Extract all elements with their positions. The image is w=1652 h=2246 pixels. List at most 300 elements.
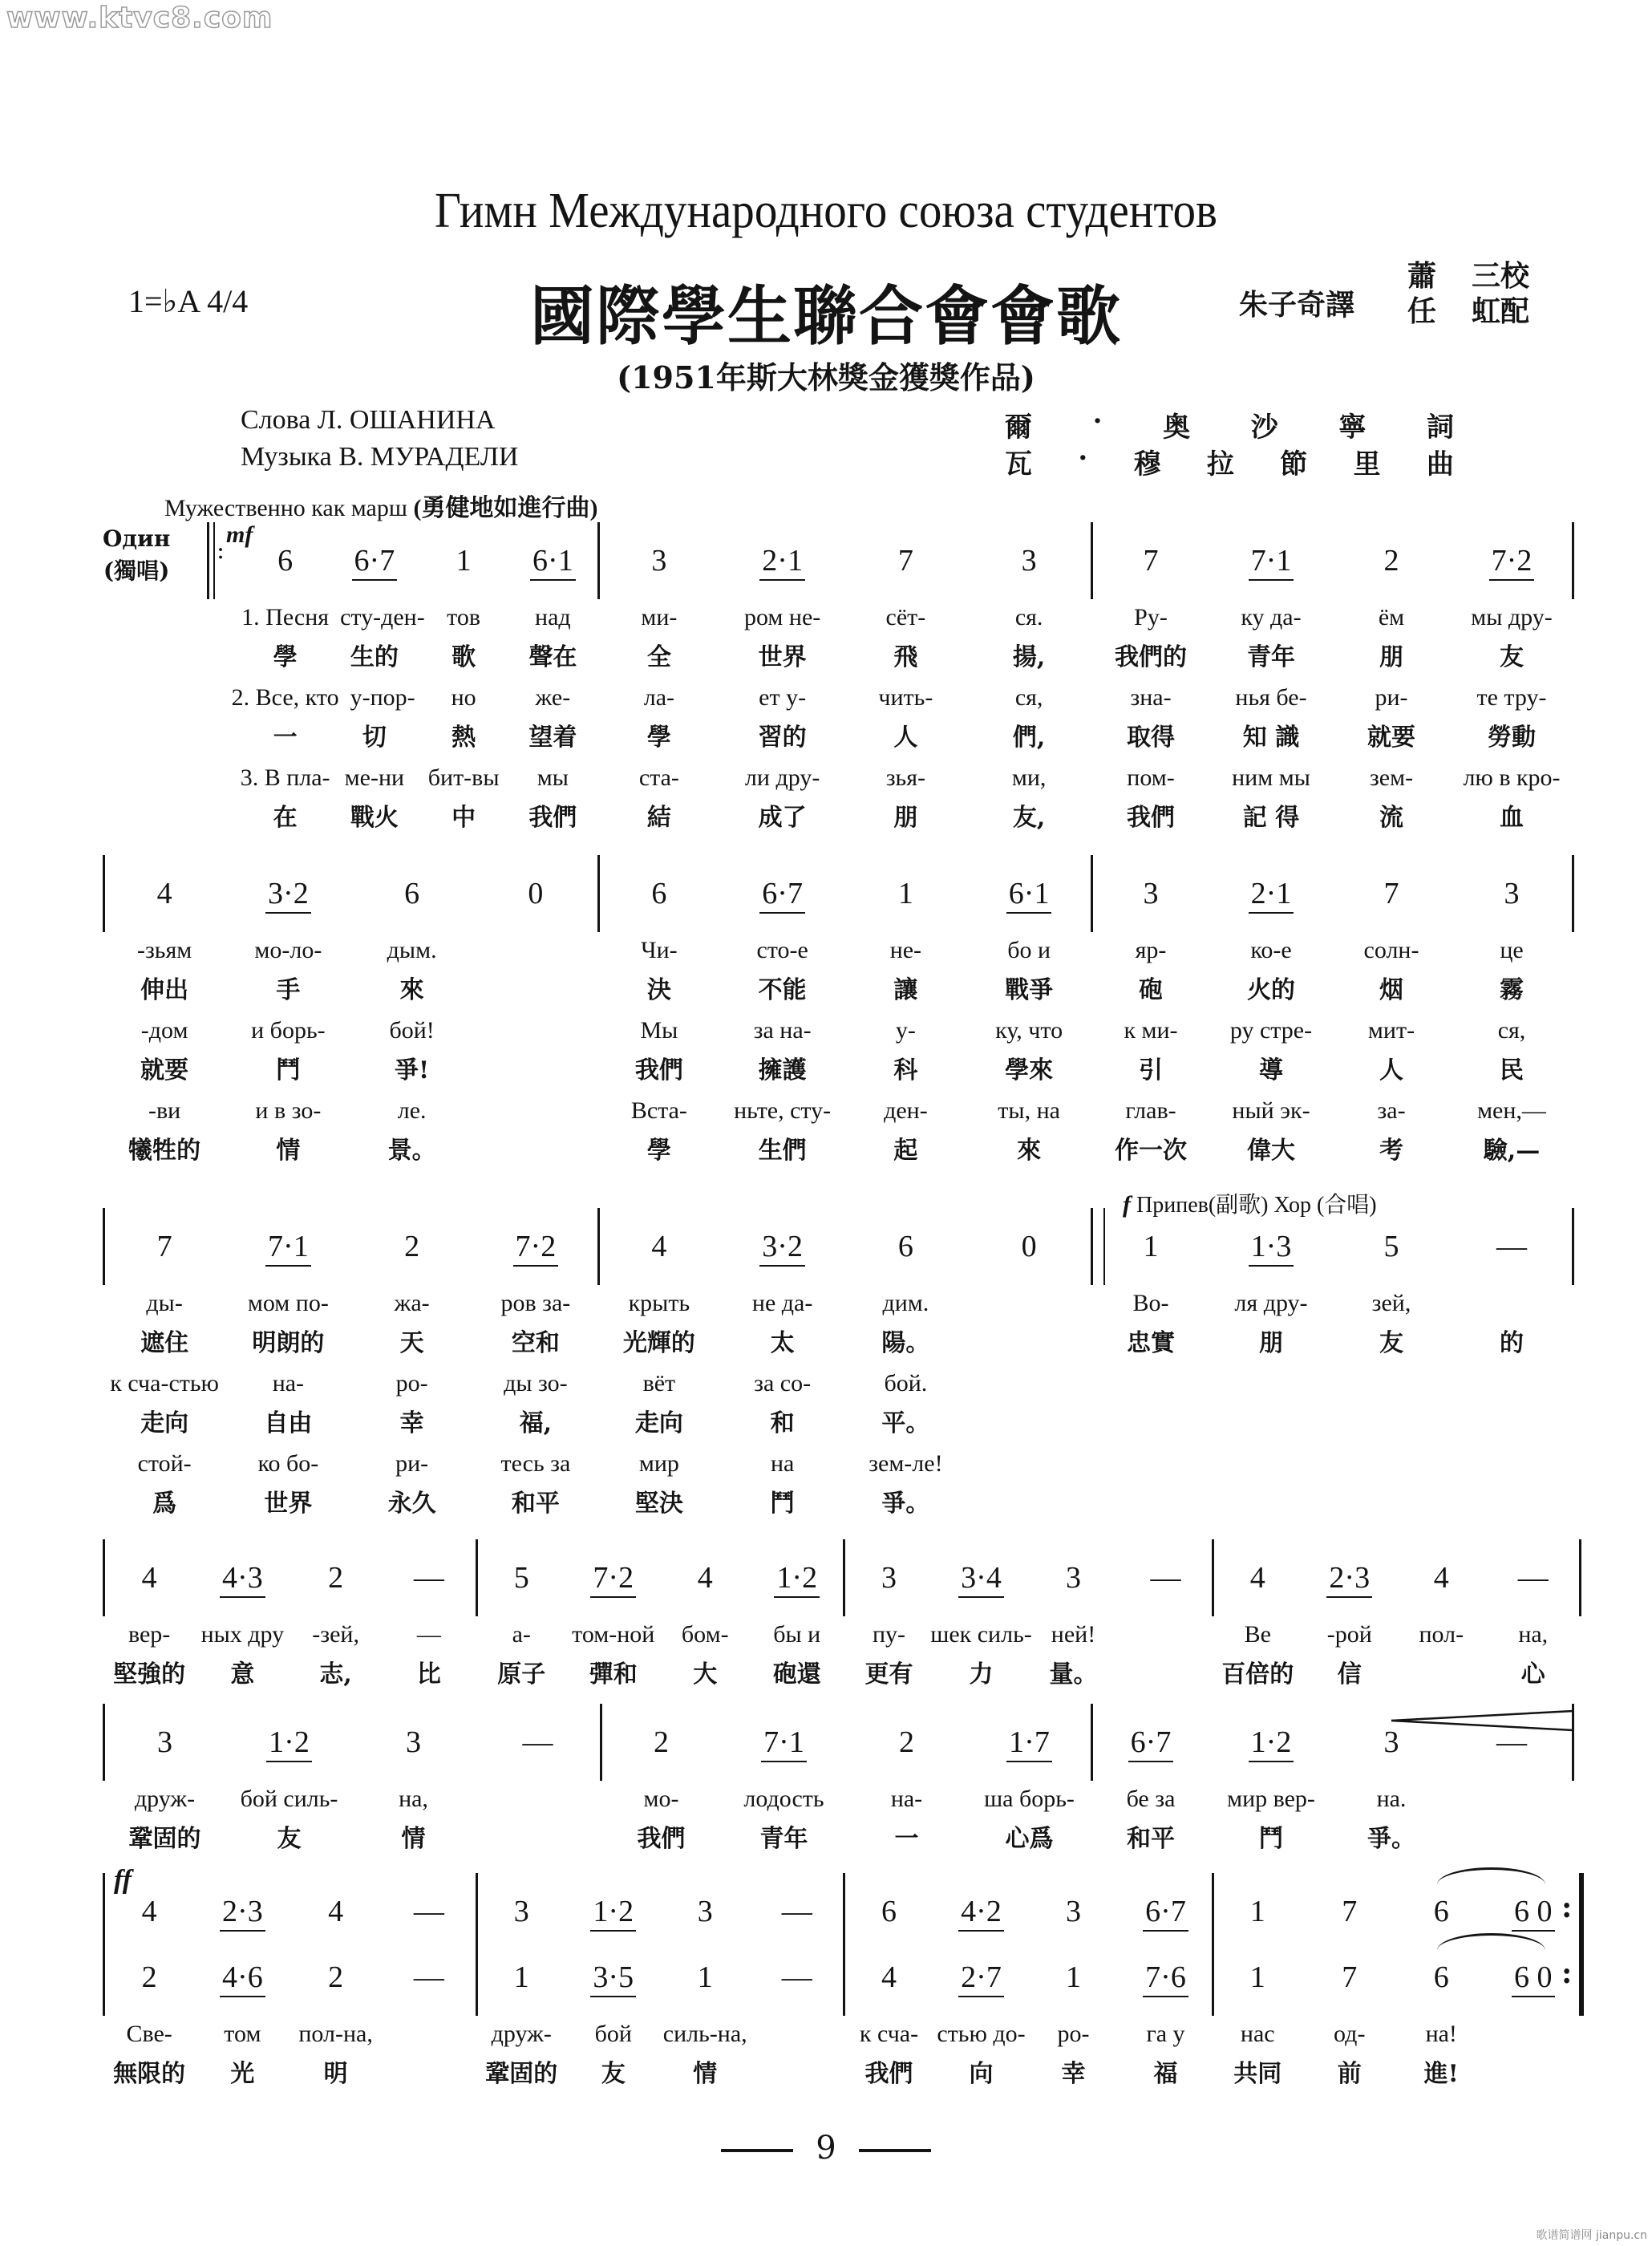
note [721, 876, 844, 911]
note-value: 6 [277, 544, 294, 578]
note-value: 4 [1249, 1561, 1265, 1595]
note-value: 6 0 [1512, 1960, 1555, 1997]
lyric-syllable: ри- [395, 1450, 429, 1477]
lyric-syllable: 學來 [1005, 1056, 1054, 1084]
lyric-syllable: сёт- [885, 604, 926, 630]
note-value: 7·2 [590, 1561, 636, 1598]
lyric-syllable: 百倍的 [1221, 1660, 1294, 1689]
lyric-syllable: ле. [397, 1097, 427, 1124]
note-value: 7 [1342, 1960, 1358, 1994]
lyric-syllable: ним мы [1232, 764, 1310, 791]
note-value: 2·3 [1326, 1561, 1372, 1598]
note [1452, 543, 1572, 578]
lyric-syllable: 中 [451, 804, 476, 832]
note-value: 7 [156, 1230, 172, 1263]
key-signature: 1=♭A 4/4 [128, 283, 249, 319]
note [103, 876, 226, 911]
note-value: 6·1 [1006, 877, 1052, 914]
note-value: 1 [1249, 1960, 1265, 1994]
note [597, 876, 721, 911]
lyric-syllable: 明 [323, 2060, 348, 2088]
lyric-syllable: зья- [885, 764, 926, 791]
lyric-syllable: 生的 [350, 643, 399, 671]
lyric-syllable: ём [1378, 604, 1405, 630]
note-value: 7 [1342, 1895, 1358, 1928]
lyric-syllable: 太 [770, 1329, 795, 1357]
note-value: 3 [1504, 877, 1520, 910]
note-value: 4·2 [958, 1895, 1004, 1932]
note [351, 1725, 476, 1760]
lyric-syllable: 福, [519, 1409, 553, 1437]
lyric-syllable: 心爲 [1005, 1825, 1054, 1853]
lyric-syllable: бо и [1007, 937, 1051, 963]
lyric-syllable: 飛 [893, 643, 918, 671]
lyric-syllable: мы [536, 764, 569, 791]
lyric-syllable: стью до- [937, 2021, 1026, 2047]
lyric-syllable: не- [889, 937, 922, 963]
lyric-syllable: 結 [646, 804, 671, 832]
note [1120, 1560, 1212, 1595]
lyric-syllable: на, [1518, 1621, 1549, 1648]
lyric-syllable: 朋 [1259, 1329, 1283, 1357]
lyric-syllable: зем- [1369, 764, 1414, 791]
credit-char: 沙 [1250, 411, 1278, 444]
lyric-syllable: 友 [277, 1825, 302, 1853]
note [935, 1960, 1027, 1995]
lyric-syllable: ру стре- [1229, 1017, 1313, 1044]
lyric-syllable: ку, что [995, 1017, 1063, 1044]
note-value: 1 [456, 544, 472, 578]
lyric-syllable: у- [895, 1017, 916, 1044]
note-value: 4 [141, 1895, 157, 1928]
lyric-syllable: на- [272, 1370, 305, 1397]
lyric-syllable: за на- [753, 1017, 812, 1044]
note-value: — [413, 1895, 444, 1928]
lyric-syllable: -рой [1326, 1621, 1372, 1648]
note-value: 6 [404, 877, 420, 910]
note [1091, 543, 1211, 578]
note-value: 0 [528, 877, 544, 910]
lyric-syllable: не да- [751, 1290, 813, 1316]
note [226, 1229, 350, 1264]
note [1120, 1960, 1212, 1995]
lyric-syllable: зна- [1130, 684, 1172, 711]
credit-char: 節 [1280, 448, 1308, 480]
lyric-syllable: ньте, сту- [734, 1097, 832, 1124]
note-value: 4 [881, 1960, 897, 1994]
note [1452, 1229, 1572, 1264]
lyric-syllable: 生們 [758, 1137, 807, 1165]
lyric-syllable: и в зо- [255, 1097, 322, 1124]
lyric-syllable: -зей, [312, 1621, 359, 1648]
lyric-syllable: 友, [1012, 804, 1046, 832]
note [476, 1960, 568, 1995]
note [1091, 1229, 1211, 1264]
lyric-syllable: ку да- [1241, 604, 1302, 630]
note [330, 543, 419, 578]
lyric-syllable: це [1500, 937, 1524, 963]
note [508, 543, 597, 578]
lyric-syllable: 手 [276, 976, 301, 1004]
note-value: — [413, 1561, 444, 1595]
lyric-syllable: 和平 [1127, 1825, 1175, 1853]
lyric-syllable: к ми- [1124, 1017, 1178, 1044]
note [721, 1229, 844, 1264]
note [290, 1894, 383, 1929]
lyric-syllable: 信 [1337, 1660, 1362, 1689]
lyric-syllable: 揚, [1012, 643, 1046, 671]
lyric-syllable: мо- [643, 1786, 679, 1812]
lyric-syllable: 考 [1379, 1137, 1403, 1165]
note [103, 1725, 227, 1760]
note [383, 1894, 476, 1929]
lyric-syllable: 爭! [395, 1056, 430, 1084]
note-value: 3 [406, 1725, 421, 1759]
note-value: 3·5 [590, 1960, 636, 1997]
lyric-syllable: 切 [362, 724, 387, 752]
lyric-syllable: бит-вы [427, 764, 500, 791]
note [843, 1560, 935, 1595]
lyric-syllable: 聲在 [528, 643, 577, 671]
lyric-syllable: 自由 [264, 1409, 313, 1437]
lyric-syllable: га у [1146, 2021, 1185, 2047]
lyric-syllable: ли дру- [744, 764, 820, 791]
note-value: 3 [1066, 1895, 1081, 1928]
note [751, 1894, 844, 1929]
lyric-syllable: 就要 [1367, 724, 1415, 752]
lyric-syllable: -дом [140, 1017, 188, 1044]
lyric-syllable: 望着 [528, 724, 577, 752]
note [227, 1725, 351, 1760]
note-value: 3·2 [265, 877, 311, 914]
note-value: — [781, 1960, 812, 1994]
note-value: — [1496, 1725, 1527, 1759]
note-value: 3 [1383, 1725, 1399, 1759]
tempo-marking [164, 488, 597, 523]
lyric-syllable: ме-ни [344, 764, 405, 791]
note-value: 1 [897, 877, 913, 910]
lyric-syllable: бой силь- [240, 1786, 338, 1812]
note [1331, 543, 1452, 578]
lyric-syllable: Ру- [1134, 604, 1168, 630]
credit-char: 穆 [1133, 448, 1161, 480]
lyric-syllable: 爲 [152, 1490, 177, 1518]
note-value: 7 [1143, 544, 1159, 578]
lyric-syllable: Чи- [641, 937, 678, 963]
watermark-bottom: 歌谱简谱网 jianpu.cn [1536, 2229, 1647, 2242]
lyric-syllable: за со- [754, 1370, 812, 1397]
note [1212, 1894, 1304, 1929]
note [568, 1560, 660, 1595]
lyric-syllable: 引 [1139, 1056, 1163, 1084]
dynamic-ff: ff [114, 1865, 132, 1895]
credit-char: 爾 [1005, 411, 1032, 444]
lyric-syllable: те тру- [1476, 684, 1547, 711]
lyric-syllable: 光輝的 [622, 1329, 695, 1357]
lyric-syllable: 友 [1500, 643, 1524, 671]
lyric-syllable: 在 [273, 804, 298, 832]
note-value: 4·6 [220, 1960, 265, 1997]
lyric-syllable: мир [638, 1450, 679, 1477]
lyric-syllable: 情 [276, 1137, 301, 1165]
lyric-syllable: но [451, 684, 476, 711]
lyric-syllable: бой! [389, 1017, 435, 1044]
barline [1572, 522, 1574, 599]
lyric-syllable: мы дру- [1471, 604, 1553, 630]
lyric-syllable: чить- [878, 684, 933, 711]
note [721, 543, 844, 578]
lyric-syllable: к сча-стью [110, 1370, 219, 1397]
lyric-syllable: -ви [148, 1097, 181, 1124]
lyric-syllable: 血 [1500, 804, 1524, 832]
lyric-syllable: 讓 [893, 976, 918, 1004]
lyric-syllable: силь-на, [662, 2021, 747, 2047]
note-value: 6 [1433, 1895, 1449, 1928]
lyric-syllable: 一 [894, 1825, 919, 1853]
lyric-syllable: мом по- [247, 1290, 329, 1316]
note [1120, 1894, 1212, 1929]
note-value: 7·1 [1249, 544, 1294, 581]
barline [1572, 1208, 1574, 1285]
lyric-syllable: тесь за [500, 1450, 571, 1477]
lyric-syllable: 2. Все, кто [231, 684, 339, 711]
lyric-syllable: том [224, 2021, 261, 2047]
lyric-syllable: 更有 [864, 1660, 913, 1689]
barline [1572, 855, 1574, 932]
note [597, 1229, 721, 1264]
lyric-syllable: 人 [1379, 1056, 1403, 1084]
note-value: 7·1 [265, 1230, 311, 1267]
lyric-syllable: жа- [394, 1290, 430, 1316]
note [1212, 1960, 1304, 1995]
lyric-syllable: пу- [872, 1621, 906, 1648]
lyric-syllable: ды зо- [504, 1370, 568, 1397]
page-number [0, 2130, 1652, 2167]
lyric-syllable: 青年 [759, 1825, 808, 1853]
note [568, 1960, 660, 1995]
note-value: 1·2 [266, 1725, 312, 1762]
lyric-syllable: а- [512, 1621, 531, 1648]
lyric-syllable: 福 [1153, 2060, 1178, 2088]
lyric-syllable: тов [447, 604, 481, 630]
lyric-syllable: 流 [1379, 804, 1403, 832]
note [1211, 1725, 1331, 1760]
note [844, 876, 968, 911]
lyric-syllable: 進! [1423, 2060, 1459, 2088]
lyric-syllable: 勞動 [1488, 724, 1536, 752]
note [659, 1560, 751, 1595]
solo-label [103, 523, 170, 587]
lyric-syllable: 起 [893, 1137, 918, 1165]
lyric-syllable: 霧 [1500, 976, 1524, 1004]
lyric-syllable: од- [1334, 2021, 1366, 2047]
lyric-syllable: ром не- [743, 604, 821, 630]
credit-char: 里 [1353, 448, 1381, 480]
note-value: 7·6 [1143, 1960, 1188, 1997]
lyric-syllable: 永久 [387, 1490, 436, 1518]
note-value: — [522, 1725, 553, 1759]
lyric-syllable: мо-ло- [254, 937, 322, 963]
lyric-syllable: 就要 [140, 1056, 189, 1084]
lyric-syllable: на. [1376, 1786, 1407, 1812]
lyric-syllable: Вста- [630, 1097, 687, 1124]
note [597, 543, 721, 578]
lyric-syllable: 記 得 [1242, 804, 1300, 832]
lyric-syllable: ся, [1014, 684, 1043, 711]
note-value: 1·3 [1249, 1230, 1294, 1267]
lyric-syllable: 忠實 [1127, 1329, 1175, 1357]
note-value: 4 [697, 1561, 713, 1595]
note [1331, 1229, 1452, 1264]
solo-label-zh: (獨唱) [103, 557, 170, 584]
lyric-syllable: 我們的 [1115, 643, 1187, 671]
note-value: 0 [1021, 1230, 1037, 1263]
lyric-syllable: 歌 [451, 643, 476, 671]
note-value: 5 [513, 1561, 529, 1595]
note [1211, 543, 1331, 578]
note-value: 3 [651, 544, 667, 578]
lyric-syllable: на- [890, 1786, 923, 1812]
lyric-syllable: 全 [646, 643, 671, 671]
lyric-syllable: 來 [399, 976, 424, 1004]
note [967, 1229, 1091, 1264]
lyric-syllable: шек силь- [930, 1621, 1032, 1648]
note-value: 6 [881, 1895, 897, 1928]
lyricist-chinese [1005, 405, 1454, 444]
lyric-syllable: крыть [628, 1290, 690, 1316]
lyric-syllable: дым. [387, 937, 437, 963]
barline [1579, 1873, 1584, 2016]
note [723, 1725, 845, 1760]
lyric-syllable: Све- [126, 2021, 172, 2047]
lyric-syllable: 鬥 [770, 1490, 795, 1518]
note-value: — [1496, 1230, 1527, 1263]
note [751, 1960, 844, 1995]
lyric-syllable: ров за- [500, 1290, 571, 1316]
arranger-2: 任 [1407, 294, 1437, 328]
lyric-syllable: ри- [1375, 684, 1408, 711]
lyric-syllable: 友 [601, 2060, 626, 2088]
lyric-syllable: 天 [399, 1329, 424, 1357]
lyric-syllable: 烟 [1379, 976, 1403, 1004]
lyric-syllable: нас [1240, 2021, 1275, 2047]
note-value: 6 [897, 1230, 913, 1263]
note [1212, 1560, 1304, 1595]
composer-chinese [1005, 442, 1454, 481]
credit-char: 奥 [1163, 411, 1191, 444]
lyric-syllable: ет у- [759, 684, 807, 711]
note-value: 6·1 [530, 544, 576, 581]
lyric-syllable: 心 [1520, 1660, 1545, 1689]
lyric-syllable: глав- [1125, 1097, 1176, 1124]
lyric-syllable: и борь- [251, 1017, 326, 1044]
barline [213, 522, 215, 599]
note [1211, 876, 1331, 911]
lyric-syllable: на! [1425, 2021, 1457, 2047]
note [476, 1894, 568, 1929]
lyric-syllable: 犧牲的 [128, 1137, 201, 1165]
note [843, 1894, 935, 1929]
note [383, 1560, 476, 1595]
lyric-syllable: 朋 [893, 804, 918, 832]
note [474, 1229, 597, 1264]
note-value: 2·1 [1249, 877, 1294, 914]
lyric-syllable: бой [594, 2021, 632, 2047]
note [476, 1725, 600, 1760]
lyric-syllable: 一 [273, 724, 298, 752]
lyric-syllable: 驗,— [1483, 1137, 1541, 1165]
lyric-syllable: 3. В пла- [240, 764, 330, 791]
note-value: 7 [1383, 877, 1399, 910]
lyric-syllable: 堅強的 [113, 1660, 186, 1689]
credit-char: 寧 [1338, 411, 1367, 444]
lyric-syllable: 共同 [1233, 2060, 1282, 2088]
lyric-syllable: 無限的 [113, 2060, 186, 2088]
note-value: 3 [513, 1895, 529, 1928]
lyric-syllable: 向 [969, 2060, 994, 2088]
tie-arc [1437, 1933, 1545, 1968]
lyric-syllable: 砲還 [772, 1660, 821, 1689]
lyric-syllable: бе за [1126, 1786, 1176, 1812]
note-value: 1·7 [1006, 1725, 1052, 1762]
lyric-syllable: 意 [230, 1660, 255, 1689]
note [659, 1894, 751, 1929]
lyric-syllable: 和平 [511, 1490, 560, 1518]
note-value: 3 [157, 1725, 172, 1759]
note-value: 1 [1066, 1960, 1081, 1994]
lyric-syllable: 和 [770, 1409, 795, 1437]
subtitle: (1951年斯大林獎金獲獎作品) [617, 359, 1035, 395]
lyric-syllable: дим. [882, 1290, 929, 1316]
note-value: 2 [1383, 544, 1399, 578]
lyric-syllable: 人 [893, 724, 918, 752]
note-value: 1 [513, 1960, 529, 1994]
note-value: 4 [1433, 1561, 1449, 1595]
lyric-syllable: 鬥 [276, 1056, 301, 1084]
repeat-end-sign: : [1561, 1891, 1573, 1924]
note [843, 1960, 935, 1995]
note [1452, 876, 1572, 911]
lyric-syllable: 朋 [1379, 643, 1403, 671]
note-value: 6 [1433, 1960, 1449, 1994]
lyric-syllable: 來 [1017, 1137, 1042, 1165]
lyric-syllable: стой- [137, 1450, 192, 1477]
lyric-syllable: за- [1377, 1097, 1406, 1124]
lyric-syllable: 比 [416, 1660, 441, 1689]
lyric-syllable: бы и [773, 1621, 821, 1648]
lyric-syllable: друж- [491, 2021, 552, 2047]
watermark: www.ktvc8.com [6, 2, 273, 34]
note-value: 6·7 [1128, 1725, 1174, 1762]
lyric-syllable: сто-е [756, 937, 808, 963]
lyric-syllable: 情 [401, 1825, 426, 1853]
lyric-syllable: 友 [1379, 1329, 1403, 1357]
solo-label-ru: Один [103, 525, 171, 552]
lyric-syllable: пом- [1127, 764, 1175, 791]
note [103, 1229, 226, 1264]
lyric-syllable: ты, на [998, 1097, 1060, 1124]
note-value: 2·7 [958, 1960, 1004, 1997]
note [1027, 1560, 1120, 1595]
lyric-syllable: 爭。 [1367, 1825, 1415, 1853]
lyric-syllable: 我們 [864, 2060, 913, 2088]
dash-left [721, 2149, 793, 2152]
note-value: 3 [1021, 544, 1037, 578]
lyric-syllable: ла- [643, 684, 675, 711]
note-value: — [781, 1895, 812, 1928]
lyric-syllable: 學 [646, 724, 671, 752]
lyric-syllable: мит- [1367, 1017, 1415, 1044]
